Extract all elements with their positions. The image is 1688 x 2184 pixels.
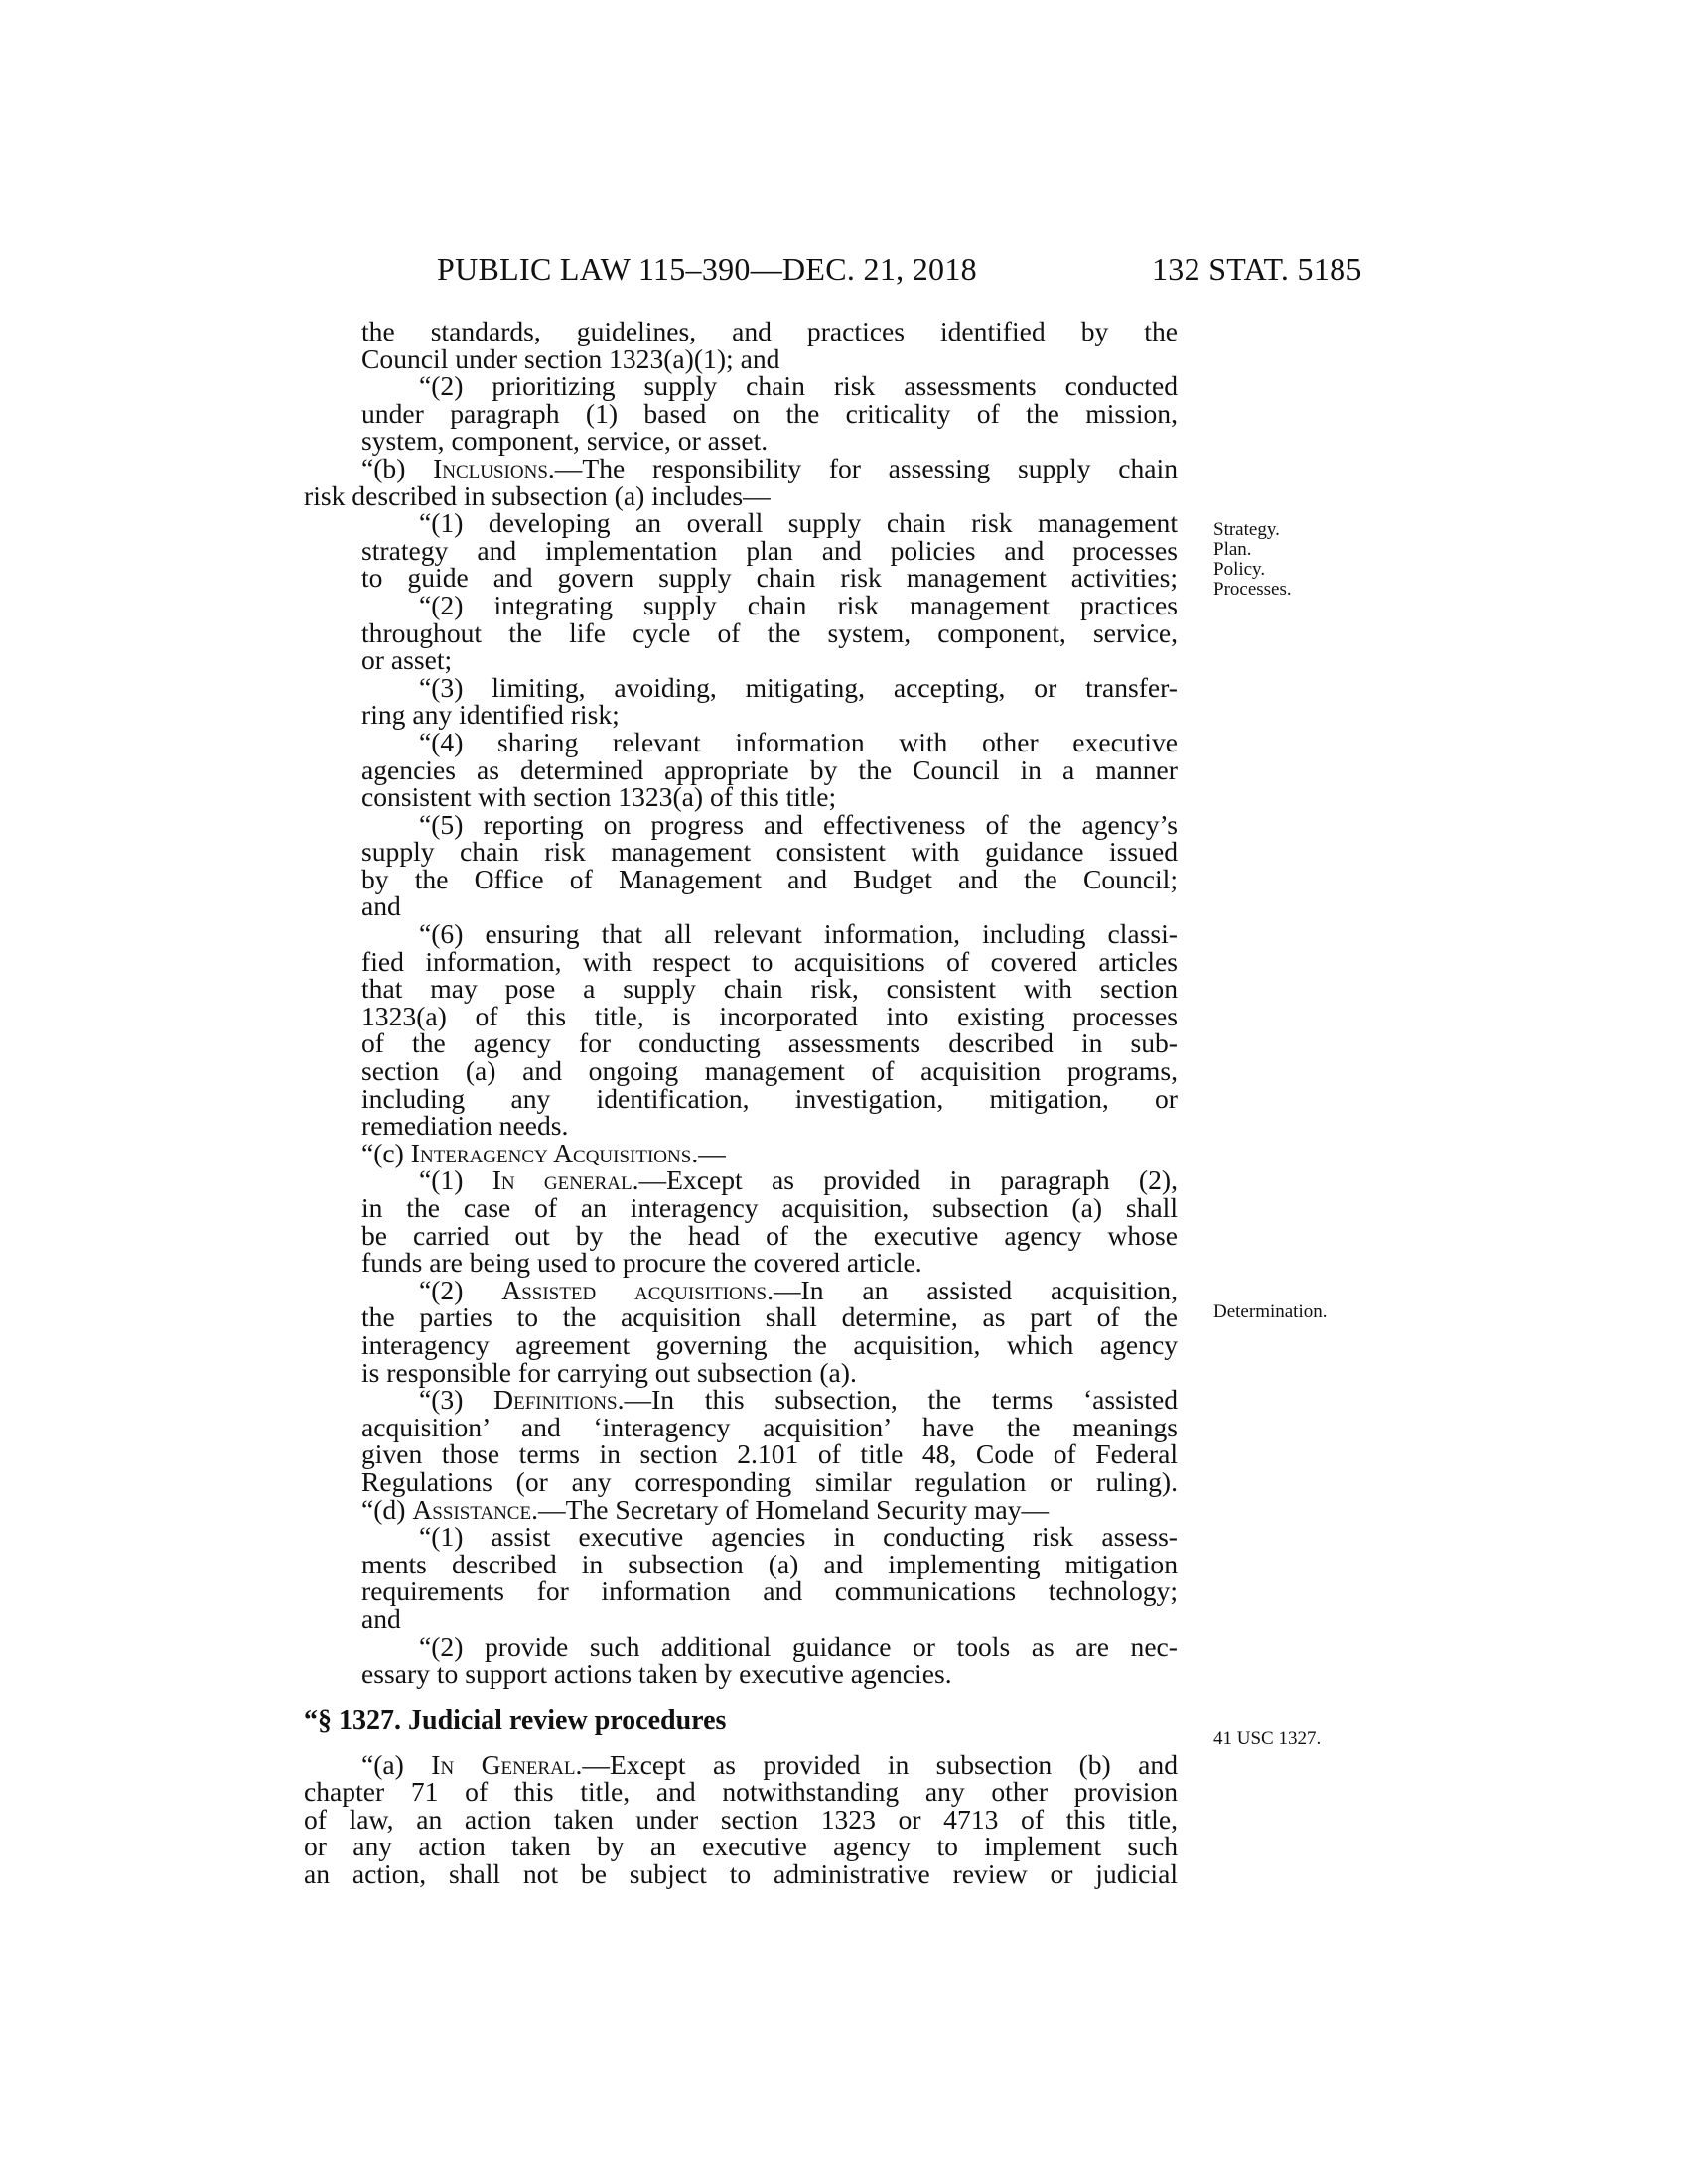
text-line: “(2) provide such additional guidance or tools as are nec- bbox=[419, 1630, 1178, 1662]
margin-note-policy: Policy. bbox=[1213, 559, 1266, 580]
text-line: by the Office of Management and Budget and the Council; bbox=[361, 863, 1178, 894]
running-header-stat-page: 132 STAT. 5185 bbox=[1152, 251, 1362, 287]
text-line: “(6) ensuring that all relevant information, including classi- bbox=[419, 918, 1178, 950]
text-line: of law, an action taken under section 1323 or 4713 of this title, bbox=[304, 1803, 1178, 1835]
text-line: ring any identified risk; bbox=[361, 699, 620, 731]
text-line: funds are being used to procure the covered article. bbox=[361, 1247, 922, 1279]
margin-note-usc-citation: 41 USC 1327. bbox=[1213, 1728, 1322, 1749]
text-line: risk described in subsection (a) includes— bbox=[304, 479, 771, 511]
text-line: “(3) limiting, avoiding, mitigating, accepting, or transfer- bbox=[419, 671, 1178, 703]
paragraph-c2-heading: “(2) Assisted acquisitions.—In an assisted acquisition, bbox=[419, 1274, 1179, 1305]
text-line: to guide and govern supply chain risk management activities; bbox=[361, 562, 1178, 594]
text-line: section (a) and ongoing management of acquisition programs, bbox=[361, 1055, 1178, 1087]
subsection-b-heading: “(b) Inclusions.—The responsibility for assessing supply chain bbox=[361, 452, 1178, 483]
text-line: chapter 71 of this title, and notwithstanding any other provision bbox=[304, 1776, 1178, 1808]
text-line: ments described in subsection (a) and implementing mitigation bbox=[361, 1548, 1178, 1579]
text-line: throughout the life cycle of the system, component, service, bbox=[361, 616, 1178, 648]
subsection-c-heading: “(c) Interagency Acquisitions.— bbox=[361, 1137, 726, 1168]
text-line: system, component, service, or asset. bbox=[361, 425, 769, 457]
text-line: including any identification, investigation, mitigation, or bbox=[361, 1082, 1178, 1114]
text-line: and bbox=[361, 1602, 401, 1634]
text-line: “(2) integrating supply chain risk management practices bbox=[419, 589, 1178, 620]
text-line: remediation needs. bbox=[361, 1110, 569, 1142]
text-line: an action, shall not be subject to administrative review or judicial bbox=[304, 1858, 1178, 1890]
text-line: acquisition’ and ‘interagency acquisition’ have the meanings bbox=[361, 1411, 1178, 1442]
text-line: in the case of an interagency acquisition, subsection (a) shall bbox=[361, 1192, 1178, 1223]
text-line: “(5) reporting on progress and effectiveness of the agency’s bbox=[419, 808, 1178, 840]
text-line: or any action taken by an executive agency to implement such bbox=[304, 1831, 1178, 1862]
text-line: supply chain risk management consistent with guidance issued bbox=[361, 836, 1178, 868]
text-line: consistent with section 1323(a) of this title; bbox=[361, 781, 837, 813]
text-line: Council under section 1323(a)(1); and bbox=[361, 342, 780, 374]
paragraph-c3-heading: “(3) Definitions.—In this subsection, the terms ‘assisted bbox=[419, 1384, 1178, 1416]
text-line: under paragraph (1) based on the criticality of the mission, bbox=[361, 397, 1178, 429]
statute-body bbox=[304, 318, 1178, 1888]
text-line: or asset; bbox=[361, 644, 453, 676]
text-line: agencies as determined appropriate by the Council in a manner bbox=[361, 753, 1178, 785]
text-line: given those terms in section 2.101 of title 48, Code of Federal bbox=[361, 1438, 1178, 1470]
text-line: Regulations (or any corresponding similar regulation or ruling). bbox=[361, 1465, 1178, 1497]
text-line: be carried out by the head of the executive agency whose bbox=[361, 1219, 1178, 1251]
text-line: “(1) assist executive agencies in conducting risk assess- bbox=[419, 1521, 1178, 1553]
text-line: “(2) prioritizing supply chain risk assessments conducted bbox=[419, 370, 1178, 402]
text-line: “(1) developing an overall supply chain risk management bbox=[419, 507, 1178, 539]
text-line: “(4) sharing relevant information with other executive bbox=[419, 726, 1178, 757]
running-header-title: PUBLIC LAW 115–390—DEC. 21, 2018 bbox=[437, 251, 977, 287]
text-line: fied information, with respect to acquisitions of covered articles bbox=[361, 945, 1178, 977]
text-line: is responsible for carrying out subsection (a). bbox=[361, 1356, 857, 1388]
margin-note-determination: Determination. bbox=[1213, 1301, 1328, 1322]
subsection-a-heading: “(a) In General.—Except as provided in subsection (b) and bbox=[361, 1748, 1178, 1780]
text-line: strategy and implementation plan and policies and processes bbox=[361, 534, 1178, 566]
margin-note-plan: Plan. bbox=[1213, 539, 1252, 560]
text-line: and bbox=[361, 890, 401, 922]
margin-note-processes: Processes. bbox=[1213, 579, 1292, 600]
text-line: 1323(a) of this title, is incorporated into existing processes bbox=[361, 1000, 1178, 1031]
text-line: of the agency for conducting assessments described in sub- bbox=[361, 1027, 1178, 1059]
margin-note-strategy: Strategy. bbox=[1213, 519, 1280, 540]
text-line: the parties to the acquisition shall determine, as part of the bbox=[361, 1301, 1178, 1333]
text-line: the standards, guidelines, and practices identified by the bbox=[361, 316, 1178, 346]
section-heading: “§ 1327. Judicial review procedures bbox=[304, 1705, 727, 1736]
text-line: that may pose a supply chain risk, consistent with section bbox=[361, 973, 1178, 1005]
subsection-d-heading: “(d) Assistance.—The Secretary of Homeland Security may— bbox=[361, 1493, 1050, 1525]
text-line: interagency agreement governing the acquisition, which agency bbox=[361, 1328, 1178, 1360]
text-line: essary to support actions taken by executive agencies. bbox=[361, 1658, 952, 1690]
paragraph-c1-heading: “(1) In general.—Except as provided in paragraph (2), bbox=[419, 1164, 1179, 1196]
text-line: requirements for information and communications technology; bbox=[361, 1575, 1178, 1607]
